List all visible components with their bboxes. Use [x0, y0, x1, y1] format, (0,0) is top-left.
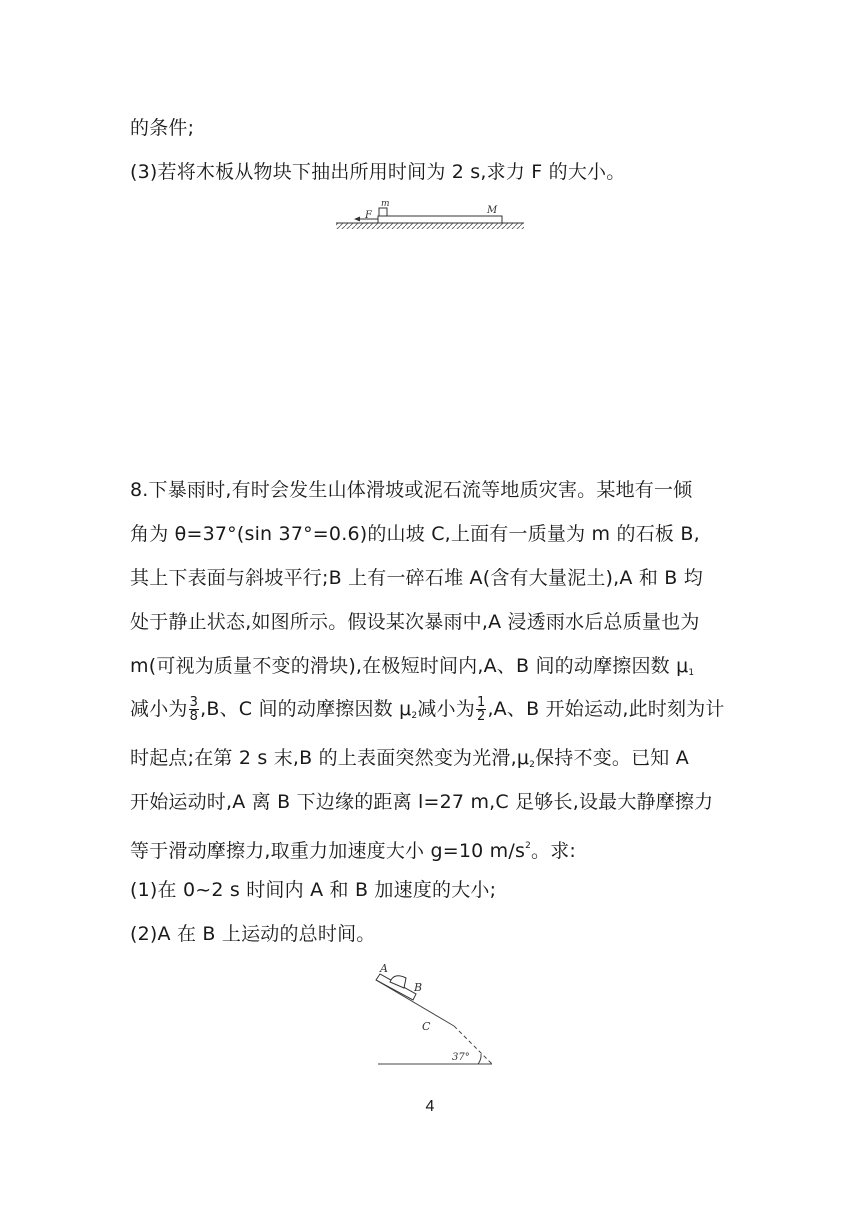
force-arrow-head [354, 217, 360, 222]
question-8-line-6 [130, 694, 725, 731]
fraction-numerator: 1 [476, 695, 486, 710]
fraction-3-8 [189, 696, 199, 723]
question-8-part-2: (2)A 在 B 上运动的总时间。 [130, 923, 376, 945]
subscript: 2 [411, 711, 418, 721]
text-segment: 减小为 [417, 698, 475, 720]
subscript: 2 [529, 760, 536, 770]
text-segment: 等于滑动摩擦力,取重力加速度大小 g=10 m/s [130, 840, 526, 862]
board-M [378, 216, 502, 223]
text-segment: 。求: [531, 840, 577, 862]
superscript: 2 [525, 841, 532, 851]
figure-incline [370, 958, 500, 1070]
fraction-numerator: 3 [189, 695, 199, 710]
label-M: M [487, 205, 498, 216]
text-segment: 时起点;在第 2 s 末,B 的上表面突然变为光滑,μ [130, 747, 530, 769]
question-8-line-4: 处于静止状态,如图所示。假设某次暴雨中,A 浸透雨水后总质量也为 [130, 611, 700, 633]
question-part-3: (3)若将木板从物块下抽出所用时间为 2 s,求力 F 的大小。 [130, 161, 626, 183]
question-8-line-8: 开始运动时,A 离 B 下边缘的距离 l=27 m,C 足够长,设最大静摩擦力 [130, 791, 714, 813]
fraction-1-2 [476, 696, 486, 723]
subscript: 1 [688, 668, 695, 678]
text-segment: m(可视为质量不变的滑块),在极短时间内,A、B 间的动摩擦因数 μ [130, 655, 689, 677]
question-8-line-3: 其上下表面与斜坡平行;B 上有一碎石堆 A(含有大量泥土),A 和 B 均 [130, 567, 703, 589]
question-8-line-9 [130, 834, 576, 863]
figure-block-on-board [330, 196, 530, 236]
page-number: 4 [425, 1098, 435, 1115]
question-8-line-5 [130, 654, 694, 685]
question-8-line-7 [130, 746, 689, 777]
question-8-line-2: 角为 θ=37°(sin 37°=0.6)的山坡 C,上面有一质量为 m 的石板 B, [130, 523, 700, 545]
fraction-denominator: 2 [476, 709, 486, 724]
text-segment: 保持不变。已知 A [535, 747, 689, 769]
ground-hatching [336, 223, 524, 229]
label-angle: 37° [452, 1052, 470, 1063]
text-segment: 减小为 [130, 698, 188, 720]
angle-arc [478, 1054, 481, 1064]
question-8-part-1: (1)在 0~2 s 时间内 A 和 B 加速度的大小; [130, 879, 497, 901]
fraction-denominator: 8 [189, 709, 199, 724]
text-segment: ,B、C 间的动摩擦因数 μ [200, 698, 412, 720]
text-line: 的条件; [130, 117, 195, 139]
text-segment: ,A、B 开始运动,此时刻为计 [487, 698, 725, 720]
label-B: B [414, 981, 423, 994]
label-m: m [381, 199, 390, 209]
label-C: C [422, 1020, 431, 1033]
label-A: A [380, 962, 388, 975]
block-m [379, 208, 387, 216]
label-F: F [365, 210, 372, 221]
question-8-line-1: 8.下暴雨时,有时会发生山体滑坡或泥石流等地质灾害。某地有一倾 [130, 479, 693, 501]
